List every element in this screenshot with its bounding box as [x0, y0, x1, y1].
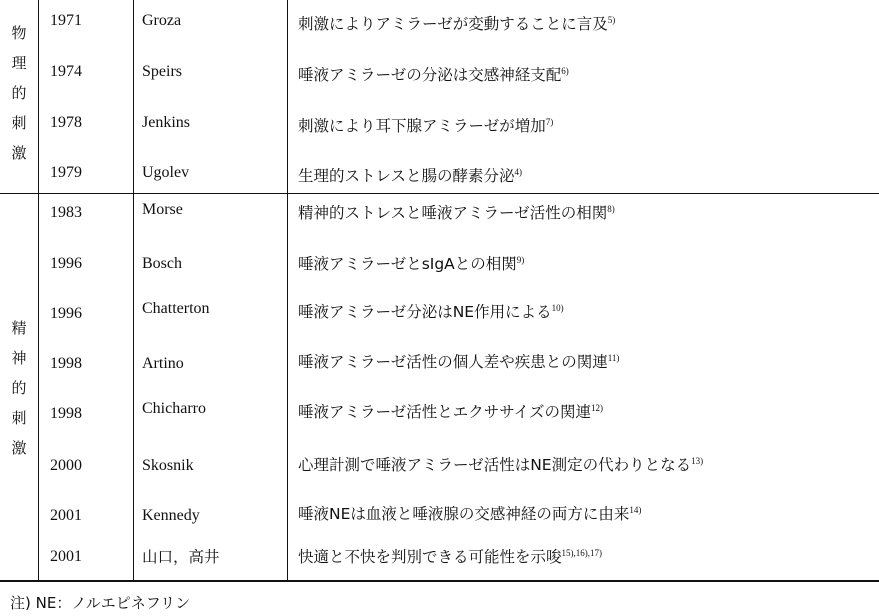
group-label-mental [0, 313, 38, 463]
year-cell: 1996 [50, 305, 82, 322]
group-char: 刺 [11, 114, 27, 132]
footnote: 注) NE：ノルエピネフリン [10, 594, 191, 612]
table-bottom-line [0, 580, 879, 582]
year-cell: 1998 [50, 355, 82, 372]
author-cell: Kennedy [142, 507, 200, 524]
description-text: 唾液NEは血液と唾液腺の交感神経の両方に由来 [298, 505, 630, 523]
year-cell: 1978 [50, 114, 82, 131]
column-divider-3 [287, 0, 288, 580]
description-cell [298, 400, 603, 422]
year-cell: 2001 [50, 548, 82, 565]
description-text: 生理的ストレスと腸の酵素分泌 [298, 167, 515, 185]
author-cell: Chicharro [142, 400, 206, 417]
reference-superscript: 15),16),17) [561, 547, 603, 558]
description-text: 唾液アミラーゼ分泌はNE作用による [298, 303, 552, 321]
group-char: 激 [11, 439, 27, 457]
author-cell: Bosch [142, 255, 182, 272]
reference-superscript: 9) [516, 254, 525, 265]
year-cell: 1974 [50, 63, 82, 80]
year-cell: 1971 [50, 12, 82, 29]
description-text: 唾液アミラーゼとsIgAとの相関 [298, 255, 517, 273]
column-divider-1 [38, 0, 39, 580]
group-char: 激 [11, 144, 27, 162]
description-cell [298, 201, 615, 223]
author-cell: Speirs [142, 63, 182, 80]
reference-superscript: 14) [629, 504, 642, 515]
description-text: 唾液アミラーゼ活性とエクササイズの関連 [298, 403, 591, 421]
reference-superscript: 11) [607, 352, 620, 363]
description-text: 唾液アミラーゼ活性の個人差や疾患との関連 [298, 353, 608, 371]
group-divider-line [0, 193, 879, 194]
description-text: 刺激により耳下腺アミラーゼが増加 [298, 117, 546, 135]
description-cell [298, 300, 564, 322]
reference-superscript: 7) [545, 116, 554, 127]
group-char: 的 [11, 84, 27, 102]
author-cell: Artino [142, 355, 184, 372]
group-char: 物 [11, 24, 27, 42]
description-cell [298, 63, 569, 85]
description-text: 心理計測で唾液アミラーゼ活性はNE測定の代わりとなる [298, 456, 692, 474]
description-text: 精神的ストレスと唾液アミラーゼ活性の相関 [298, 204, 608, 222]
reference-superscript: 13) [691, 455, 704, 466]
author-cell: Jenkins [142, 114, 190, 131]
group-char: 神 [11, 349, 27, 367]
description-cell [298, 252, 524, 274]
column-divider-2 [133, 0, 134, 580]
reference-superscript: 4) [514, 166, 523, 177]
reference-superscript: 6) [561, 65, 569, 76]
year-cell: 1979 [50, 164, 82, 181]
year-cell: 1996 [50, 255, 82, 272]
group-char: 理 [11, 54, 27, 72]
description-cell [298, 545, 602, 567]
author-cell: Morse [142, 201, 183, 218]
author-cell: Ugolev [142, 164, 190, 181]
description-text: 唾液アミラーゼの分泌は交感神経支配 [298, 66, 562, 84]
year-cell: 1998 [50, 405, 82, 422]
description-cell [298, 453, 703, 475]
year-cell: 2000 [50, 457, 82, 474]
group-char: 的 [11, 379, 27, 397]
year-cell: 1983 [50, 204, 82, 221]
description-cell [298, 12, 615, 34]
reference-superscript: 10) [551, 302, 564, 313]
description-cell [298, 114, 553, 136]
author-cell: Chatterton [142, 300, 210, 317]
author-cell: 山口，高井 [142, 548, 220, 566]
group-char: 刺 [11, 409, 27, 427]
year-cell: 2001 [50, 507, 82, 524]
reference-superscript: 8) [607, 203, 615, 214]
reference-superscript: 5) [607, 14, 616, 25]
description-text: 快適と不快を判別できる可能性を示唆 [298, 548, 562, 566]
group-char: 精 [11, 319, 27, 337]
description-cell [298, 502, 641, 524]
description-text: 刺激によりアミラーゼが変動することに言及 [298, 15, 608, 33]
author-cell: Skosnik [142, 457, 194, 474]
group-label-physical [0, 18, 38, 168]
author-cell: Groza [142, 12, 182, 29]
description-cell [298, 350, 619, 372]
description-cell [298, 164, 522, 186]
reference-superscript: 12) [590, 402, 603, 413]
